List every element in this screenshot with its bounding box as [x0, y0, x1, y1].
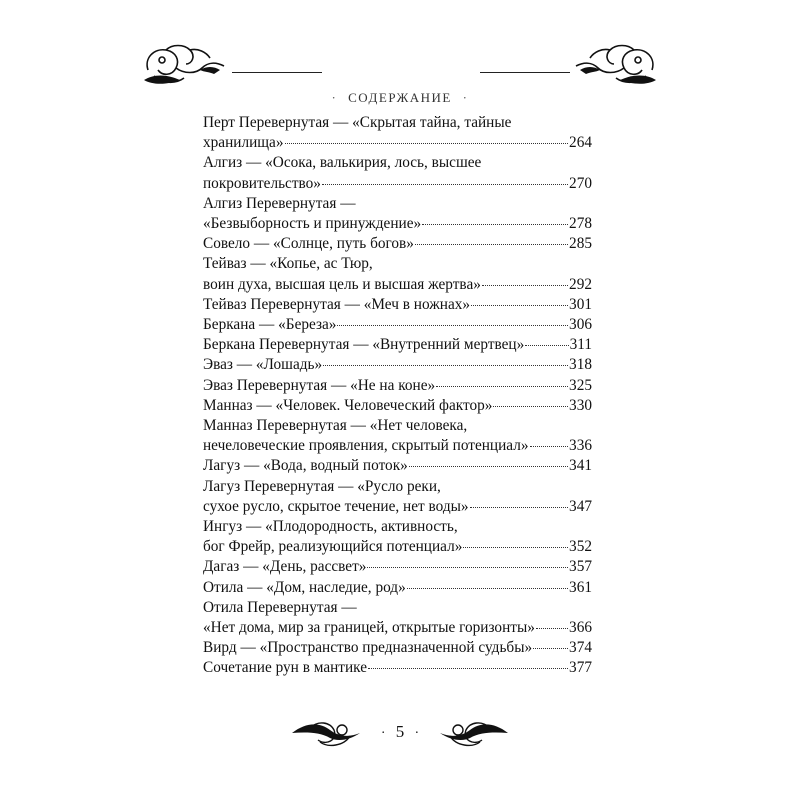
toc-page-number: 357	[569, 558, 592, 576]
dot-leader	[533, 648, 568, 649]
toc-entry-last-line	[203, 355, 592, 375]
dot-leader	[536, 628, 568, 629]
toc-entry-title-line: Лагуз — «Вода, водный поток»	[203, 457, 408, 475]
toc-entry-title-line: Дагаз — «День, рассвет»	[203, 558, 367, 576]
toc-entry-title-line: Манназ — «Человек. Человеческий фактор»	[203, 396, 493, 414]
toc-entry-last-line	[203, 658, 592, 678]
toc-entry-last-line	[203, 557, 592, 577]
toc-page-number: 347	[569, 497, 592, 515]
toc-page-number: 330	[569, 396, 592, 414]
toc-entry-title-line: «Нет дома, мир за границей, открытые горизонты»	[203, 619, 535, 637]
toc-entry-last-line	[203, 396, 592, 416]
toc-entry-last-line	[203, 537, 592, 557]
title-separator-left: ·	[331, 90, 338, 105]
toc-entry-title-line: Сочетание рун в мантике	[203, 659, 368, 677]
toc-entry-last-line	[203, 638, 592, 658]
toc-entry-title-line: сухое русло, скрытое течение, нет воды»	[203, 497, 469, 515]
toc-entry-title-line: Алгиз — «Осока, валькирия, лось, высшее	[203, 154, 482, 172]
running-title	[140, 90, 660, 106]
dot-leader	[367, 567, 568, 568]
dot-leader	[493, 406, 568, 407]
toc-entry-title-line: Эваз Перевернутая — «Не на коне»	[203, 376, 436, 394]
toc-entry-title-line: Беркана — «Береза»	[203, 316, 337, 334]
toc-entry	[203, 517, 592, 557]
toc-entry-last-line	[203, 315, 592, 335]
dot-leader	[323, 365, 568, 366]
toc-page-number: 270	[569, 174, 592, 192]
toc-entry-title-line: Совело — «Солнце, путь богов»	[203, 235, 414, 253]
toc-entry-last-line	[203, 133, 592, 153]
toc-entry-last-line	[203, 456, 592, 476]
toc-entry-last-line	[203, 578, 592, 598]
dot-leader	[407, 588, 568, 589]
toc-entry-last-line	[203, 295, 592, 315]
dot-leader	[482, 285, 568, 286]
toc-entry	[203, 376, 592, 396]
toc-page-number: 301	[569, 295, 592, 313]
running-title-text: СОДЕРЖАНИЕ	[348, 90, 452, 105]
toc-entry	[203, 153, 592, 193]
toc-entry-title-line: Перт Перевернутая — «Скрытая тайна, тайные	[203, 114, 512, 131]
toc-entry	[203, 416, 592, 456]
toc-entry	[203, 638, 592, 658]
toc-entry-last-line	[203, 618, 592, 638]
toc-entry-title-line: покровительство»	[203, 174, 321, 192]
toc-page-number: 292	[569, 275, 592, 293]
toc-entry	[203, 335, 592, 355]
header-rule-right	[480, 72, 570, 73]
toc-entry	[203, 254, 592, 294]
toc-page-number: 377	[569, 659, 592, 677]
toc-entry-title-line: бог Фрейр, реализующийся потенциал»	[203, 538, 463, 556]
toc-page-number: 374	[569, 639, 592, 657]
page-number-separator-left: ·	[380, 726, 386, 741]
toc-entry-title-line: «Безвыборность и принуждение»	[203, 215, 422, 233]
toc-entry	[203, 578, 592, 598]
toc-entry-last-line	[203, 335, 592, 355]
toc-entry-title-line: воин духа, высшая цель и высшая жертва»	[203, 275, 481, 293]
toc-entry-title-line: Манназ Перевернутая — «Нет человека,	[203, 417, 468, 435]
toc-entry-last-line	[203, 174, 592, 194]
toc-entry	[203, 113, 592, 153]
toc-entry	[203, 315, 592, 335]
toc-entry-title-line: Тейваз — «Копье, ас Тюр,	[203, 255, 373, 273]
toc-entry-title-line: Эваз — «Лошадь»	[203, 356, 323, 374]
toc-entry-last-line	[203, 436, 592, 456]
dot-leader	[530, 446, 569, 447]
toc-entry-title-line: Отила — «Дом, наследие, род»	[203, 578, 406, 596]
dot-leader	[409, 466, 568, 467]
toc-entry	[203, 355, 592, 375]
dot-leader	[285, 143, 569, 144]
toc-page-number: 311	[569, 336, 592, 354]
dot-leader	[322, 184, 568, 185]
toc-entry-title-line: Вирд — «Пространство предназначенной судьбы»	[203, 639, 533, 657]
celtic-beast-ornament-icon	[568, 40, 660, 88]
toc-entry-title-line: Лагуз Перевернутая — «Русло реки,	[203, 477, 441, 495]
toc-entry	[203, 396, 592, 416]
toc-entry	[203, 456, 592, 476]
toc-page-number: 336	[569, 437, 592, 455]
title-separator-right: ·	[462, 90, 469, 105]
toc-page-number: 306	[569, 316, 592, 334]
toc-entry-last-line	[203, 275, 592, 295]
dot-leader	[368, 668, 568, 669]
page-footer	[290, 716, 510, 752]
header-rule-left	[232, 72, 322, 73]
toc-entry	[203, 234, 592, 254]
page-number-text: 5	[395, 722, 405, 741]
toc-page-number: 352	[569, 538, 592, 556]
toc-entry	[203, 477, 592, 517]
table-of-contents	[203, 113, 592, 679]
dot-leader	[470, 507, 568, 508]
toc-entry-last-line	[203, 497, 592, 517]
toc-entry-last-line	[203, 214, 592, 234]
knot-ornament-icon	[430, 716, 510, 750]
page-number-separator-right: ·	[414, 726, 420, 741]
toc-entry-title-line: Беркана Перевернутая — «Внутренний мертвец»	[203, 336, 525, 354]
toc-page-number: 341	[569, 457, 592, 475]
dot-leader	[525, 345, 568, 346]
toc-page-number: 325	[569, 376, 592, 394]
toc-entry-title-line: хранилища»	[203, 134, 284, 152]
toc-page-number: 318	[569, 356, 592, 374]
toc-entry	[203, 295, 592, 315]
toc-page-number: 366	[569, 619, 592, 637]
toc-entry	[203, 194, 592, 234]
page-header	[140, 40, 660, 105]
toc-entry-last-line	[203, 234, 592, 254]
dot-leader	[436, 386, 568, 387]
toc-entry	[203, 557, 592, 577]
dot-leader	[415, 244, 568, 245]
toc-entry	[203, 598, 592, 638]
dot-leader	[471, 305, 568, 306]
celtic-beast-ornament-icon	[140, 40, 232, 88]
toc-entry-title-line: Ингуз — «Плодородность, активность,	[203, 518, 458, 536]
dot-leader	[422, 224, 568, 225]
dot-leader	[463, 547, 568, 548]
toc-entry-title-line: Тейваз Перевернутая — «Меч в ножнах»	[203, 295, 471, 313]
toc-page-number: 264	[569, 134, 592, 152]
toc-entry-title-line: нечеловеческие проявления, скрытый потенциал»	[203, 437, 529, 455]
toc-page-number: 278	[569, 215, 592, 233]
toc-entry	[203, 658, 592, 678]
toc-entry-title-line: Алгиз Перевернутая —	[203, 194, 356, 212]
toc-page-number: 285	[569, 235, 592, 253]
toc-entry-last-line	[203, 376, 592, 396]
toc-entry-title-line: Отила Перевернутая —	[203, 598, 357, 616]
toc-page-number: 361	[569, 578, 592, 596]
dot-leader	[337, 325, 568, 326]
